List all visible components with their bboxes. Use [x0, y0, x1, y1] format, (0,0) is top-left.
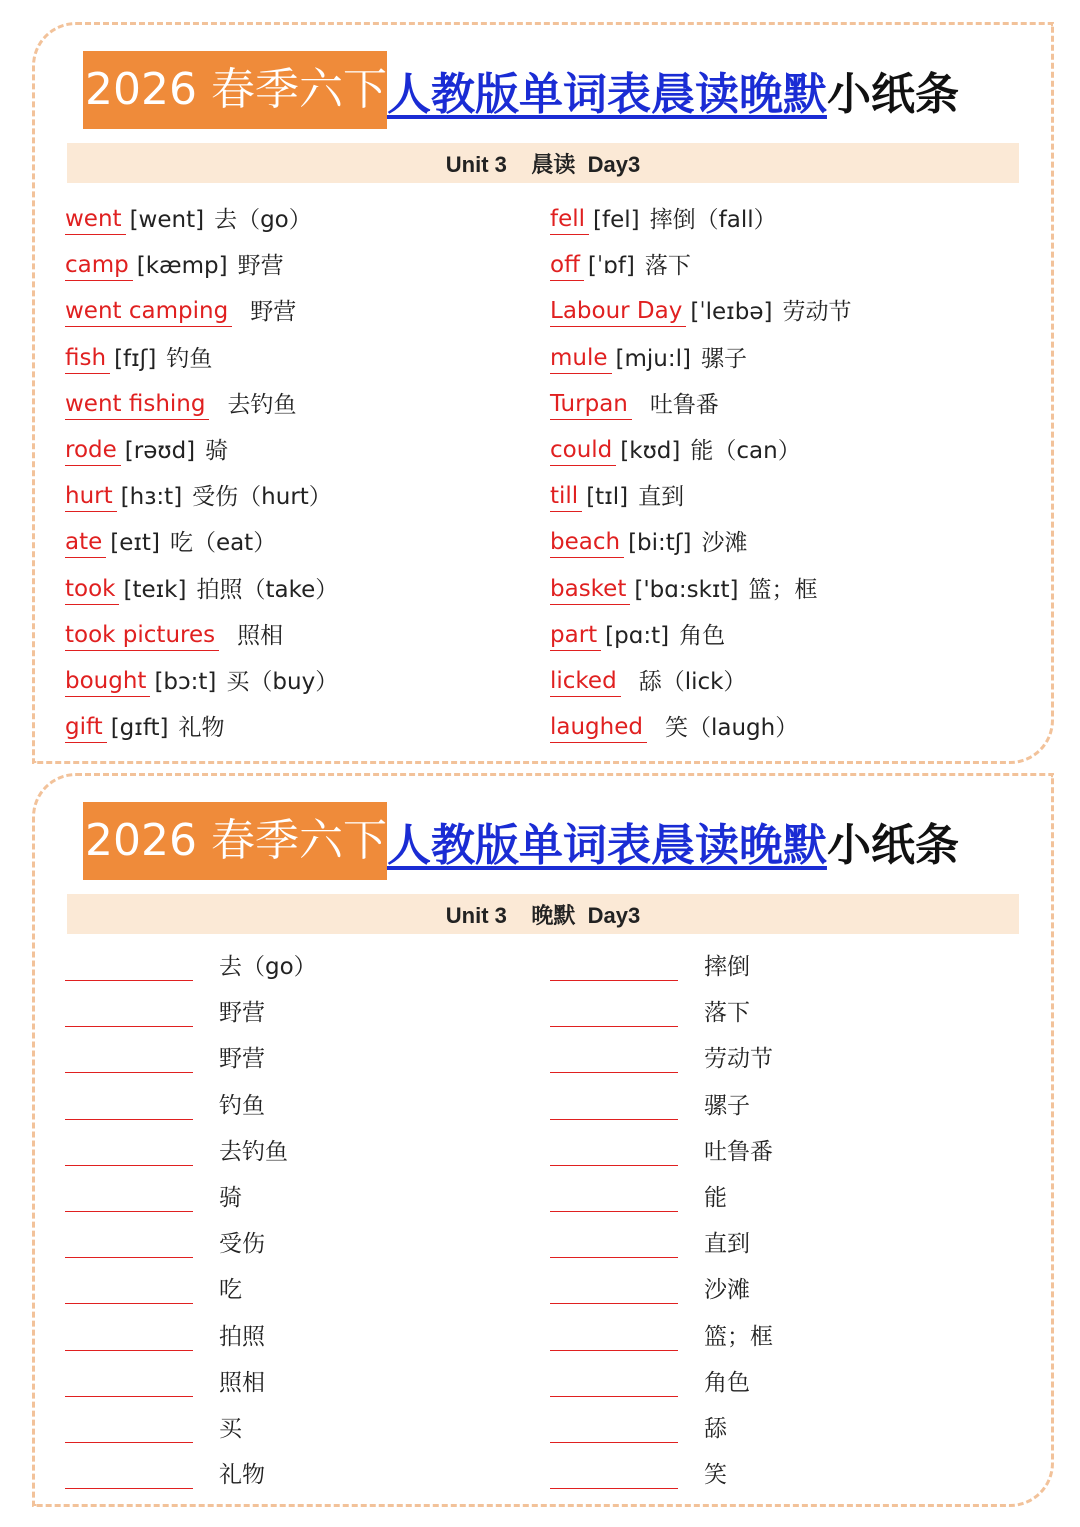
vocab-entry	[550, 241, 691, 281]
dictation-meaning: 受伤	[219, 1231, 265, 1258]
vocab-word: beach	[550, 527, 624, 558]
vocab-entry	[550, 287, 851, 327]
vocab-phonetic: [kʊd]	[620, 438, 681, 464]
vocab-entry	[550, 380, 719, 420]
vocab-word: went camping	[65, 296, 232, 327]
answer-blank[interactable]	[65, 1119, 193, 1120]
dictation-meaning: 野营	[219, 1000, 265, 1027]
vocab-entry	[550, 565, 817, 605]
vocab-meaning: 摔倒（fall）	[649, 207, 777, 233]
vocab-entry	[65, 241, 284, 281]
vocab-entry	[65, 565, 338, 605]
dictation-meaning: 舔	[704, 1416, 727, 1442]
answer-blank[interactable]	[65, 1072, 193, 1073]
vocab-meaning: 劳动节	[782, 299, 852, 326]
title-link[interactable]: 人教版单词表晨读晚默	[386, 69, 827, 120]
vocab-entry	[65, 518, 276, 558]
dictation-meaning: 钓鱼	[219, 1092, 265, 1119]
vocab-entry	[65, 287, 296, 327]
vocab-entry	[550, 334, 747, 374]
section-heading	[67, 894, 1019, 934]
vocab-word: basket	[550, 574, 630, 605]
vocab-word: till	[550, 481, 582, 512]
vocab-entry	[550, 611, 725, 651]
vocab-phonetic: [tɪl]	[586, 484, 629, 511]
morning-reading-card	[32, 22, 1054, 764]
vocab-meaning: 吃（eat）	[169, 530, 277, 557]
vocab-meaning: 沙滩	[701, 530, 748, 557]
title-suffix: 小纸条	[826, 820, 959, 871]
dictation-meaning: 野营	[219, 1046, 265, 1073]
answer-blank[interactable]	[65, 1396, 193, 1397]
vocab-word: Turpan	[550, 389, 632, 420]
title-season: 2026 春季六下	[83, 51, 387, 129]
vocab-meaning: 受伤（hurt）	[192, 484, 332, 511]
vocab-phonetic: [went]	[129, 207, 205, 233]
dictation-meaning: 笑	[704, 1462, 727, 1489]
vocab-word: off	[550, 250, 584, 281]
vocab-word: camp	[65, 250, 133, 281]
answer-blank[interactable]	[65, 1165, 193, 1166]
vocab-word: laughed	[550, 712, 647, 743]
dictation-meaning: 拍照	[219, 1323, 265, 1350]
vocab-word: took pictures	[65, 620, 219, 651]
answer-blank[interactable]	[550, 980, 678, 981]
dictation-meaning: 直到	[704, 1231, 750, 1258]
vocab-entry	[65, 611, 283, 651]
dictation-meaning: 角色	[704, 1369, 750, 1396]
answer-blank[interactable]	[550, 1072, 678, 1073]
title-season: 2026 春季六下	[83, 802, 387, 880]
answer-blank[interactable]	[550, 1442, 678, 1443]
dictation-meaning: 沙滩	[704, 1277, 750, 1304]
vocab-word: could	[550, 435, 616, 466]
dictation-meaning: 篮；框	[704, 1323, 773, 1350]
vocab-word: fell	[550, 204, 589, 235]
answer-blank[interactable]	[550, 1165, 678, 1166]
vocab-word: bought	[65, 666, 150, 697]
vocab-word: rode	[65, 435, 121, 466]
vocab-word: went	[65, 204, 126, 235]
answer-blank[interactable]	[550, 1350, 678, 1351]
vocab-entry	[65, 195, 312, 235]
vocab-phonetic: [rəʊd]	[124, 438, 196, 464]
vocab-entry	[550, 657, 746, 697]
vocab-phonetic: [eɪt]	[110, 530, 160, 557]
answer-blank[interactable]	[550, 1026, 678, 1027]
vocab-word: Labour Day	[550, 296, 686, 327]
dictation-meaning: 摔倒	[704, 954, 750, 980]
dictation-meaning: 劳动节	[704, 1046, 773, 1073]
title-link[interactable]: 人教版单词表晨读晚默	[386, 820, 827, 871]
answer-blank[interactable]	[550, 1257, 678, 1258]
vocab-meaning: 笑（laugh）	[665, 715, 799, 742]
dictation-meaning: 落下	[704, 1000, 750, 1027]
answer-blank[interactable]	[65, 1488, 193, 1489]
answer-blank[interactable]	[65, 1211, 193, 1212]
vocab-phonetic: [hɜ:t]	[120, 484, 183, 511]
vocab-entry	[65, 472, 332, 512]
dictation-meaning: 去钓鱼	[219, 1138, 288, 1165]
answer-blank[interactable]	[550, 1303, 678, 1304]
section-heading-text: Unit 3 晚默 Day3	[445, 902, 641, 928]
evening-dictation-card	[32, 773, 1054, 1507]
vocab-word: fish	[65, 343, 110, 374]
vocab-entry	[550, 472, 684, 512]
vocab-phonetic: [fel]	[593, 207, 640, 233]
vocab-phonetic: [bi:tʃ]	[628, 530, 692, 557]
vocab-meaning: 落下	[644, 253, 691, 280]
vocab-word: part	[550, 620, 601, 651]
vocab-meaning: 篮；框	[748, 576, 818, 603]
vocab-entry	[550, 426, 801, 466]
answer-blank[interactable]	[550, 1211, 678, 1212]
vocab-meaning: 吐鲁番	[649, 391, 719, 418]
answer-blank[interactable]	[550, 1396, 678, 1397]
vocab-word: took	[65, 574, 119, 605]
vocab-meaning: 野营	[237, 253, 284, 280]
answer-blank[interactable]	[550, 1488, 678, 1489]
vocab-meaning: 礼物	[178, 715, 225, 742]
dictation-meaning: 照相	[219, 1369, 265, 1396]
vocab-meaning: 钓鱼	[166, 345, 213, 372]
vocab-phonetic: [bɔ:t]	[154, 669, 217, 695]
vocab-meaning: 照相	[237, 622, 284, 649]
vocab-meaning: 角色	[679, 622, 726, 649]
vocab-word: mule	[550, 343, 612, 374]
vocab-entry	[65, 380, 296, 420]
section-heading	[67, 143, 1019, 183]
vocab-entry	[65, 334, 212, 374]
title-suffix: 小纸条	[826, 69, 959, 120]
dictation-meaning: 骑	[219, 1185, 242, 1211]
dictation-meaning: 去（go）	[219, 954, 317, 980]
answer-blank[interactable]	[65, 1303, 193, 1304]
vocab-phonetic: [gɪft]	[110, 715, 169, 742]
vocab-word: went fishing	[65, 389, 209, 420]
card-title	[83, 51, 959, 129]
vocab-meaning: 拍照（take）	[196, 576, 339, 603]
dictation-meaning: 礼物	[219, 1462, 265, 1489]
dictation-meaning: 能	[704, 1185, 727, 1211]
vocab-entry	[65, 703, 225, 743]
vocab-word: hurt	[65, 481, 117, 512]
section-heading-text: Unit 3 晨读 Day3	[445, 151, 641, 177]
answer-blank[interactable]	[65, 980, 193, 981]
vocab-entry	[550, 195, 777, 235]
vocab-phonetic: [pɑ:t]	[605, 622, 670, 649]
answer-blank[interactable]	[65, 1350, 193, 1351]
vocab-meaning: 直到	[638, 484, 685, 511]
vocab-word: gift	[65, 712, 107, 743]
vocab-phonetic: [teɪk]	[123, 576, 187, 603]
vocab-meaning: 能（can）	[690, 438, 801, 464]
vocab-meaning: 去钓鱼	[227, 391, 297, 418]
vocab-word: licked	[550, 666, 621, 697]
vocab-phonetic: [mju:l]	[615, 345, 691, 372]
answer-blank[interactable]	[65, 1026, 193, 1027]
vocab-entry	[65, 657, 338, 697]
vocab-meaning: 舔（lick）	[638, 669, 747, 695]
vocab-phonetic: [ˈɒf]	[587, 253, 635, 280]
vocab-entry	[550, 518, 748, 558]
vocab-meaning: 去（go）	[214, 207, 312, 233]
vocab-phonetic: [ˈleɪbə]	[690, 299, 773, 326]
vocab-meaning: 野营	[250, 299, 297, 326]
answer-blank[interactable]	[550, 1119, 678, 1120]
answer-blank[interactable]	[65, 1442, 193, 1443]
vocab-entry	[550, 703, 798, 743]
dictation-meaning: 吐鲁番	[704, 1138, 773, 1165]
dictation-meaning: 骡子	[704, 1092, 750, 1119]
vocab-meaning: 骡子	[701, 345, 747, 372]
dictation-meaning: 吃	[219, 1277, 242, 1304]
vocab-entry	[65, 426, 228, 466]
card-title	[83, 802, 959, 880]
vocab-meaning: 骑	[205, 438, 229, 464]
vocab-phonetic: [fɪʃ]	[114, 345, 157, 372]
vocab-phonetic: [kæmp]	[136, 253, 228, 280]
vocab-word: ate	[65, 527, 106, 558]
dictation-meaning: 买	[219, 1416, 242, 1442]
vocab-meaning: 买（buy）	[226, 669, 339, 695]
answer-blank[interactable]	[65, 1257, 193, 1258]
vocab-phonetic: ['bɑ:skɪt]	[634, 576, 739, 603]
